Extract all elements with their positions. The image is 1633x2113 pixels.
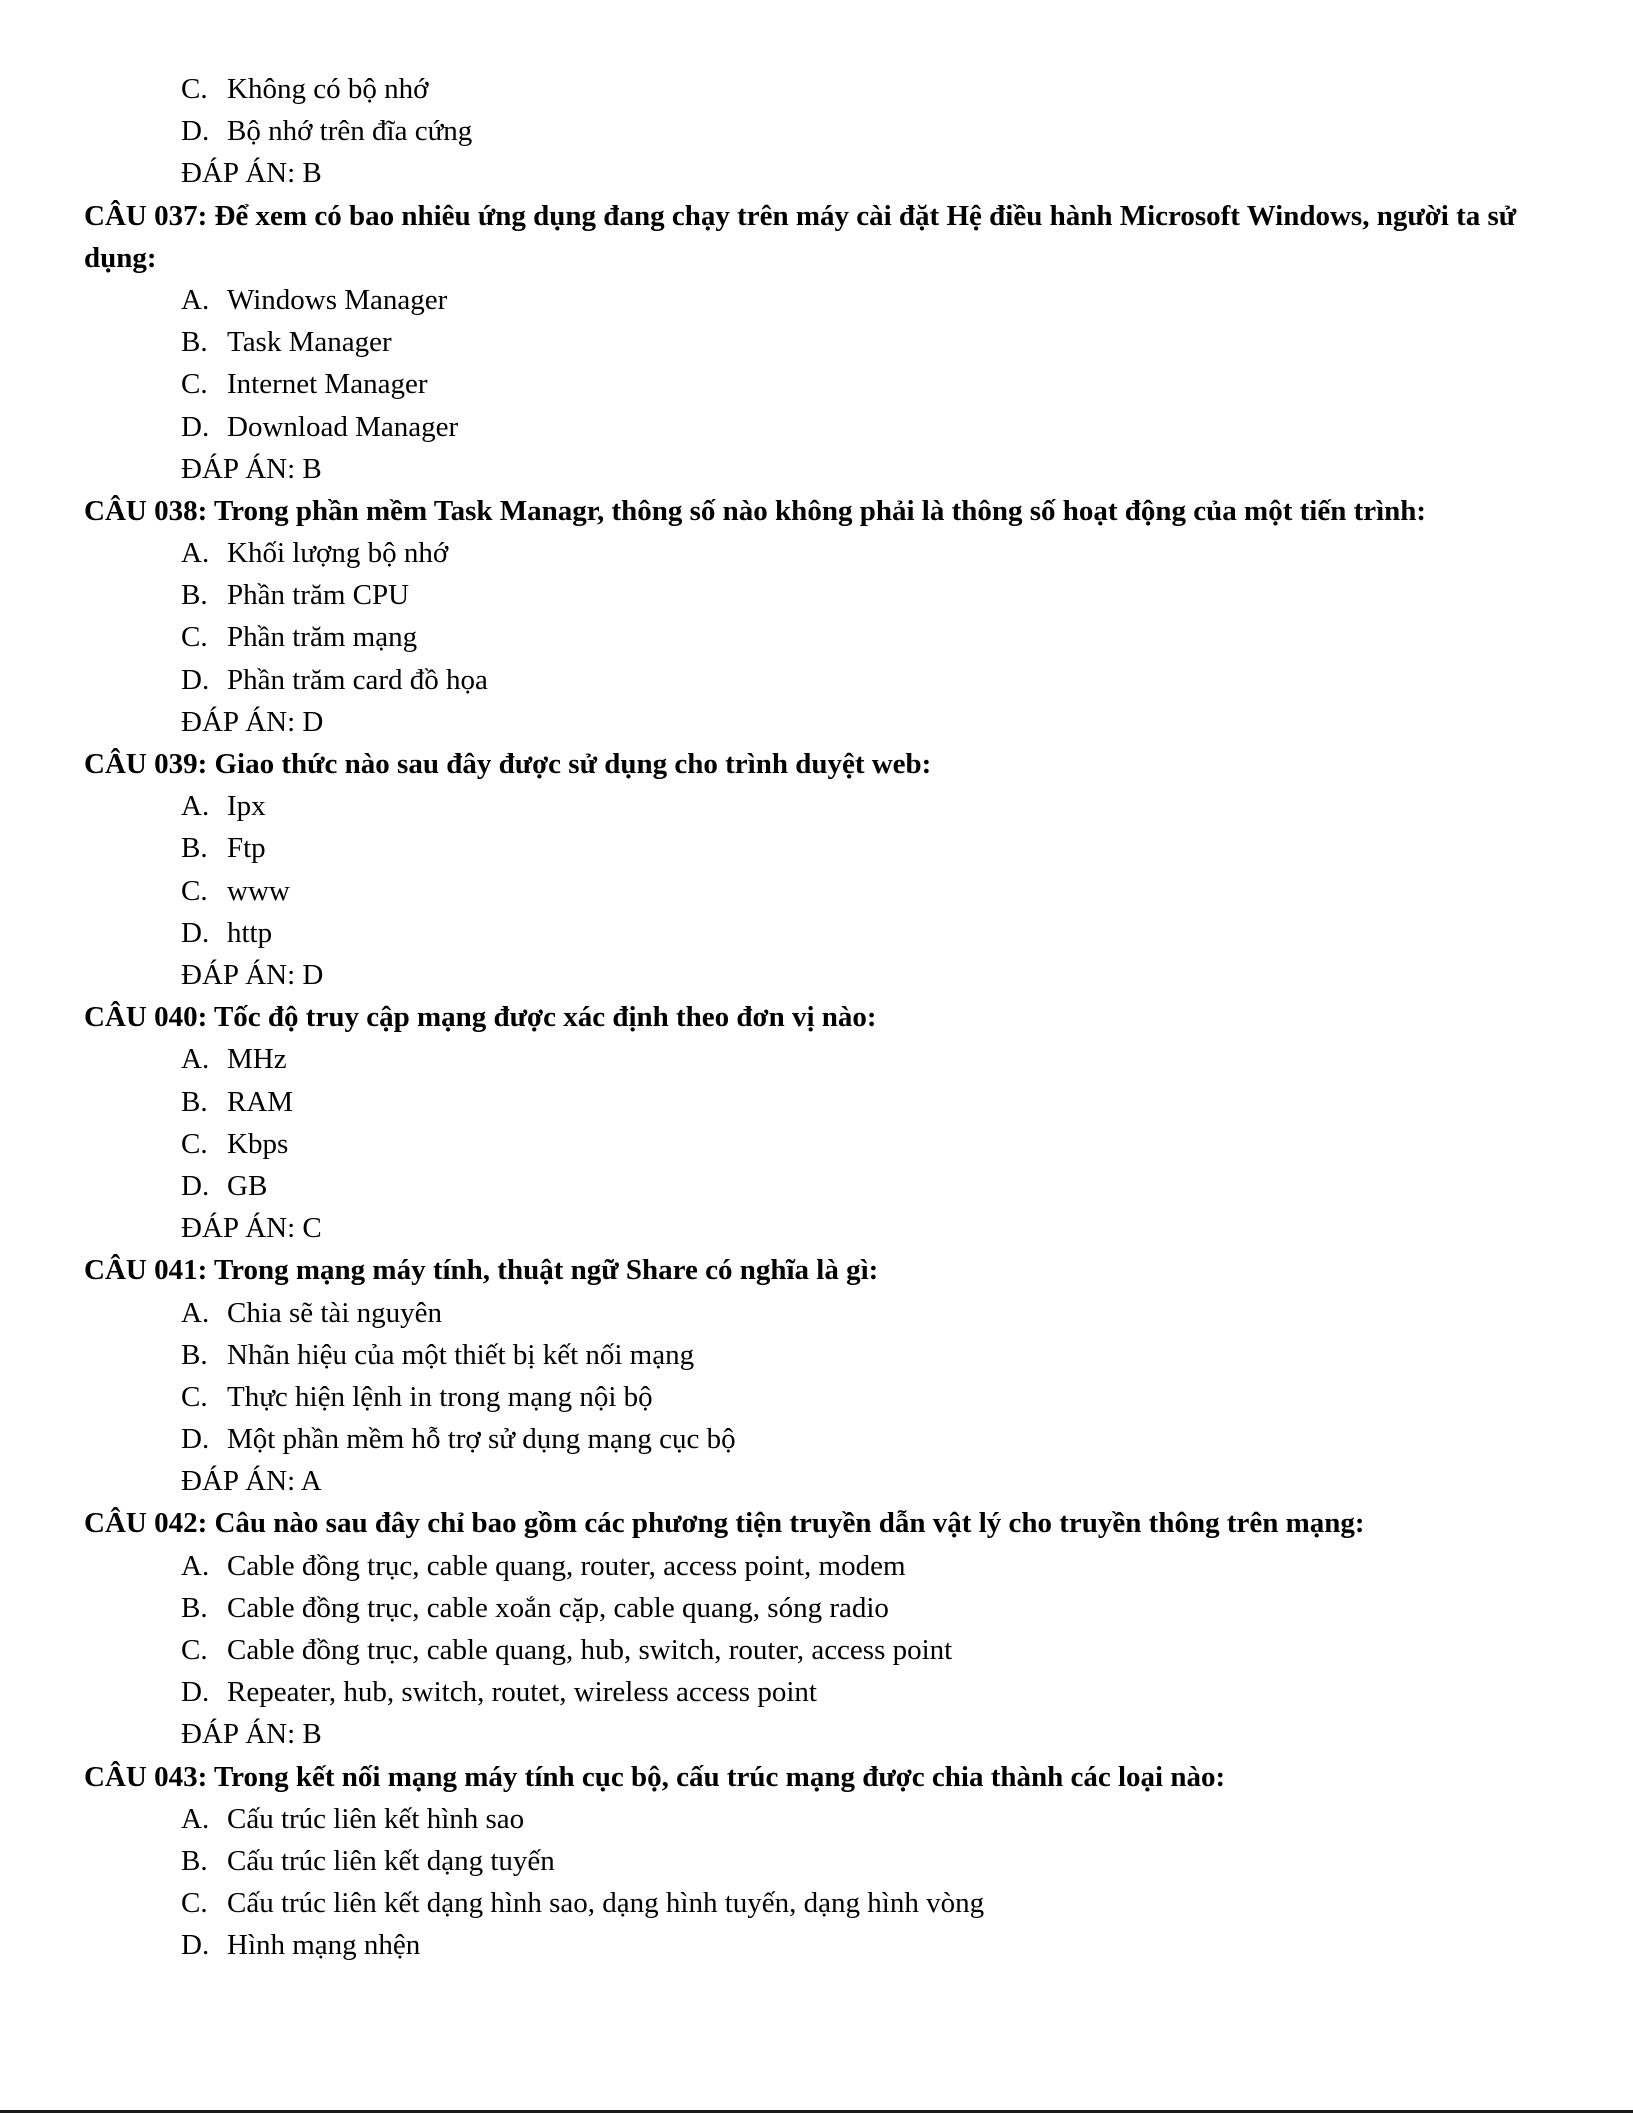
option-text: GB [227, 1169, 268, 1202]
option-line [0, 1798, 1633, 1840]
option-letter: D. [181, 1676, 210, 1709]
question-title: CÂU 043: Trong kết nối mạng máy tính cục bộ, cấu trúc mạng được chia thành các loại nào: [84, 1760, 1226, 1793]
answer-line: ĐÁP ÁN: B [181, 157, 322, 190]
option-letter: A. [181, 1802, 210, 1835]
option-text: Cable đồng trục, cable quang, hub, switch, router, access point [227, 1634, 953, 1667]
option-letter: C. [181, 1380, 208, 1413]
option-line [0, 321, 1633, 363]
option-letter: D. [181, 1929, 210, 1962]
option-text: Repeater, hub, switch, routet, wireless access point [227, 1676, 817, 1709]
option-letter: A. [181, 1043, 210, 1076]
option-line [0, 574, 1633, 616]
option-line [0, 1587, 1633, 1629]
option-letter: A. [181, 1549, 210, 1582]
option-line [0, 279, 1633, 321]
option-text: Kbps [227, 1127, 289, 1160]
option-line [0, 1081, 1633, 1123]
option-text: RAM [227, 1085, 294, 1118]
answer-line: ĐÁP ÁN: B [181, 452, 322, 485]
option-text: Khối lượng bộ nhớ [227, 537, 449, 570]
answer-line: ĐÁP ÁN: D [181, 959, 324, 991]
option-letter: C. [181, 1634, 208, 1667]
option-letter: A. [181, 537, 210, 570]
option-line [0, 1545, 1633, 1587]
option-text: Bộ nhớ trên đĩa cứng [227, 115, 473, 148]
option-letter: D. [181, 663, 210, 696]
option-letter: B. [181, 1591, 208, 1624]
option-letter: A. [181, 790, 210, 823]
question-title: CÂU 038: Trong phần mềm Task Managr, thông số nào không phải là thông số hoạt động của một tiến trình: [84, 494, 1427, 527]
option-letter: B. [181, 832, 208, 865]
option-line [0, 1292, 1633, 1334]
option-text: Internet Manager [227, 368, 428, 401]
option-line [0, 1671, 1633, 1713]
option-line [0, 68, 1633, 110]
option-line [0, 1038, 1633, 1080]
answer-line: ĐÁP ÁN: C [181, 1212, 322, 1245]
quiz-content [0, 68, 1633, 1967]
option-text: Cable đồng trục, cable quang, router, access point, modem [227, 1549, 906, 1582]
option-line [0, 827, 1633, 869]
option-line [0, 1334, 1633, 1376]
option-letter: C. [181, 73, 208, 105]
option-letter: D. [181, 115, 210, 148]
option-text: Cấu trúc liên kết hình sao [227, 1802, 525, 1835]
option-letter: B. [181, 1338, 208, 1371]
option-text: Không có bộ nhớ [227, 73, 429, 105]
option-letter: A. [181, 283, 210, 316]
option-text: Chia sẽ tài nguyên [227, 1296, 443, 1329]
option-text: Ipx [227, 790, 266, 823]
option-line [0, 110, 1633, 152]
option-line [0, 616, 1633, 658]
option-text: www [227, 874, 290, 907]
option-letter: C. [181, 621, 208, 654]
answer-line: ĐÁP ÁN: A [181, 1465, 322, 1498]
option-letter: C. [181, 1127, 208, 1160]
option-line [0, 1165, 1633, 1207]
option-letter: C. [181, 368, 208, 401]
option-text: Cấu trúc liên kết dạng tuyến [227, 1845, 555, 1877]
question-title: CÂU 041: Trong mạng máy tính, thuật ngữ Share có nghĩa là gì: [84, 1254, 879, 1287]
option-text: MHz [227, 1043, 287, 1076]
option-text: Download Manager [227, 410, 459, 443]
option-text: Cable đồng trục, cable xoắn cặp, cable quang, sóng radio [227, 1591, 889, 1624]
option-line [0, 1376, 1633, 1418]
option-line [0, 363, 1633, 405]
question-title: CÂU 040: Tốc độ truy cập mạng được xác định theo đơn vị nào: [84, 1001, 877, 1034]
option-text: Cấu trúc liên kết dạng hình sao, dạng hình tuyến, dạng hình vòng [227, 1887, 985, 1920]
option-line [0, 659, 1633, 701]
option-text: Một phần mềm hỗ trợ sử dụng mạng cục bộ [227, 1423, 736, 1456]
option-letter: D. [181, 1169, 210, 1202]
option-letter: D. [181, 1423, 210, 1456]
option-text: Windows Manager [227, 283, 448, 316]
option-text: Nhãn hiệu của một thiết bị kết nối mạng [227, 1338, 695, 1371]
option-letter: A. [181, 1296, 210, 1329]
option-line [0, 1629, 1633, 1671]
answer-line: ĐÁP ÁN: B [181, 1718, 322, 1751]
option-line [0, 1882, 1633, 1924]
option-letter: B. [181, 579, 208, 612]
option-line [0, 1924, 1633, 1966]
option-text: Hình mạng nhện [227, 1929, 421, 1962]
option-line [0, 1840, 1633, 1882]
option-line [0, 785, 1633, 827]
option-text: http [227, 916, 273, 949]
option-letter: D. [181, 410, 210, 443]
option-text: Task Manager [227, 326, 392, 359]
question-title: CÂU 039: Giao thức nào sau đây được sử dụng cho trình duyệt web: [84, 748, 932, 781]
option-letter: D. [181, 916, 210, 949]
option-line [0, 406, 1633, 448]
option-letter: B. [181, 1845, 208, 1877]
option-line [0, 1123, 1633, 1165]
option-letter: C. [181, 874, 208, 907]
option-letter: B. [181, 1085, 208, 1118]
option-letter: B. [181, 326, 208, 359]
question-title: CÂU 037: Để xem có bao nhiêu ứng dụng đang chạy trên máy cài đặt Hệ điều hành Microsoft Windows, người ta sử dụng: [84, 199, 1517, 274]
answer-line: ĐÁP ÁN: D [181, 705, 324, 738]
option-line [0, 912, 1633, 954]
option-text: Phần trăm CPU [227, 579, 410, 612]
option-text: Phần trăm card đồ họa [227, 663, 488, 696]
option-line [0, 1418, 1633, 1460]
option-text: Ftp [227, 832, 266, 865]
option-text: Phần trăm mạng [227, 621, 418, 654]
option-line [0, 870, 1633, 912]
option-text: Thực hiện lệnh in trong mạng nội bộ [227, 1380, 653, 1413]
question-title: CÂU 042: Câu nào sau đây chỉ bao gồm các phương tiện truyền dẫn vật lý cho truyền thông trên mạng: [84, 1507, 1365, 1540]
option-line [0, 532, 1633, 574]
option-letter: C. [181, 1887, 208, 1920]
